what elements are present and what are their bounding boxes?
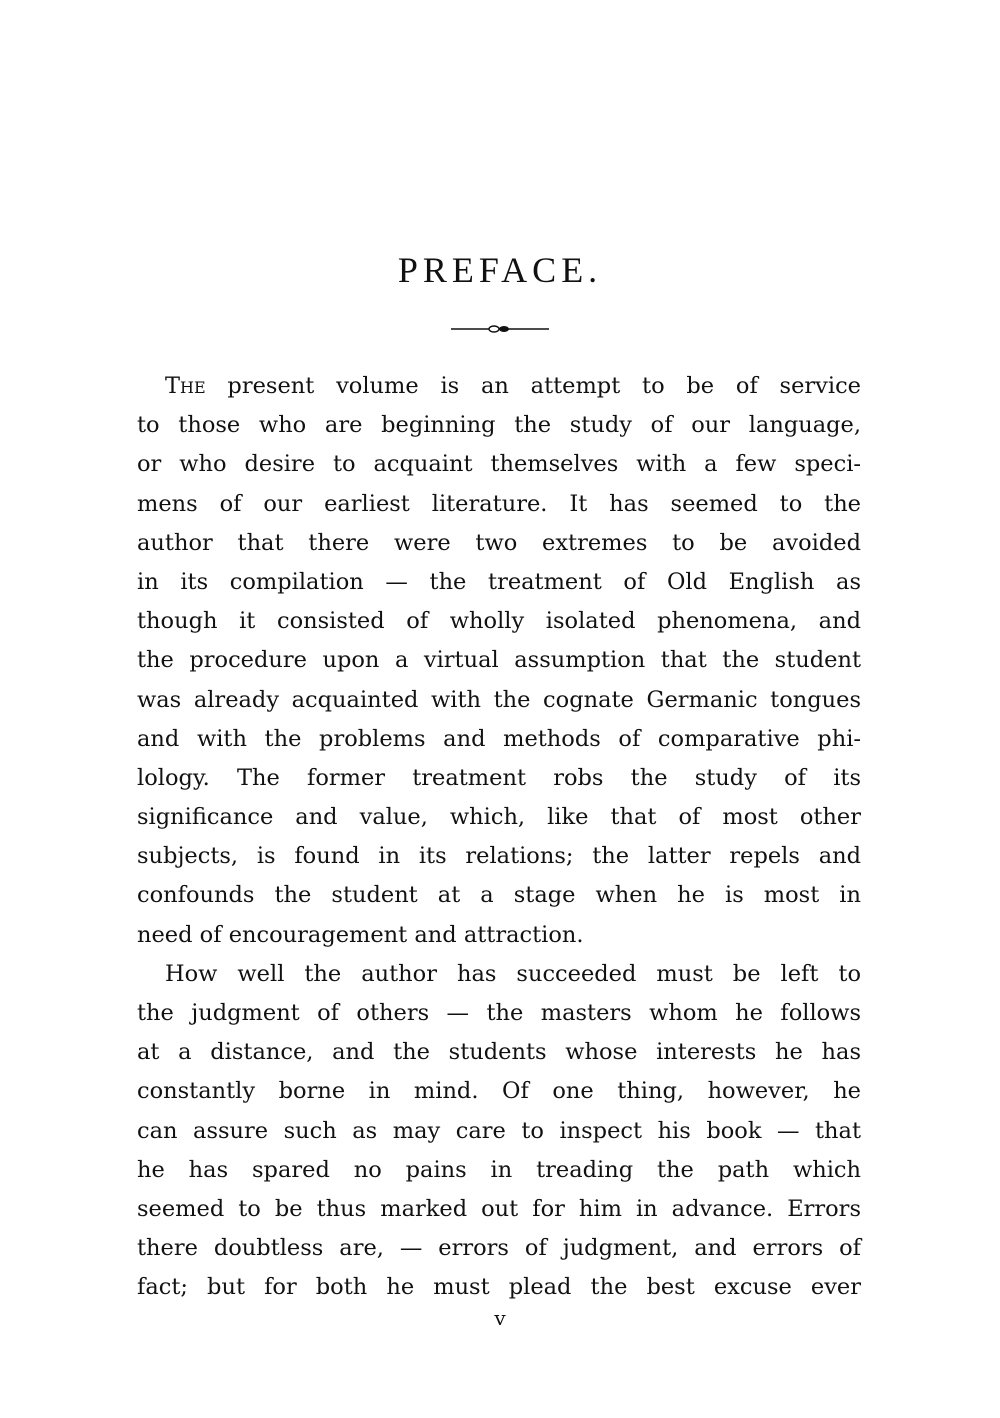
text-line: the judgment of others — the masters whom he follows: [137, 1000, 861, 1026]
text-line: significance and value, which, like that of most other: [137, 804, 861, 831]
text-line: need of encouragement and attraction.: [137, 921, 584, 948]
text-line: confounds the student at a stage when he is most in: [137, 882, 861, 909]
text-line: lology. The former treatment robs the study of its: [137, 764, 861, 791]
text-line: to those who are beginning the study of our language,: [137, 412, 861, 439]
text-line: author that there were two extremes to be avoided: [137, 529, 861, 556]
text-line: the procedure upon a virtual assumption that the student: [137, 647, 861, 674]
title-ornament: [451, 322, 549, 336]
text-line: or who desire to acquaint themselves with a few speci-: [137, 451, 861, 478]
text-line: fact; but for both he must plead the best excuse ever: [137, 1274, 861, 1301]
preface-text: [137, 367, 861, 1308]
lead-word: The: [165, 373, 206, 399]
text-line: How well the author has succeeded must be left to: [165, 960, 861, 987]
page-number: v: [494, 1306, 506, 1330]
text-line: at a distance, and the students whose interests he has: [137, 1039, 861, 1066]
text-line: constantly borne in mind. Of one thing, however, he: [137, 1078, 861, 1105]
paragraph-2: [137, 955, 861, 1308]
text-line: was already acquainted with the cognate Germanic tongues: [137, 686, 861, 713]
text-line: seemed to be thus marked out for him in advance. Errors: [137, 1195, 861, 1222]
text-line: there doubtless are, — errors of judgment, and errors of: [137, 1235, 861, 1262]
paragraph-1: [137, 367, 861, 955]
page-title: PREFACE.: [397, 250, 603, 290]
text-line: can assure such as may care to inspect his book — that: [137, 1117, 861, 1144]
text-line: though it consisted of wholly isolated phenomena, and: [137, 608, 861, 635]
text-line: in its compilation — the treatment of Old English as: [137, 568, 861, 595]
text-line: The present volume is an attempt to be of service: [165, 373, 861, 399]
text-line: and with the problems and methods of comparative phi-: [137, 725, 861, 752]
text-line: he has spared no pains in treading the path which: [137, 1156, 861, 1183]
text-line: mens of our earliest literature. It has seemed to the: [137, 490, 861, 517]
text-line: subjects, is found in its relations; the latter repels and: [137, 843, 861, 870]
